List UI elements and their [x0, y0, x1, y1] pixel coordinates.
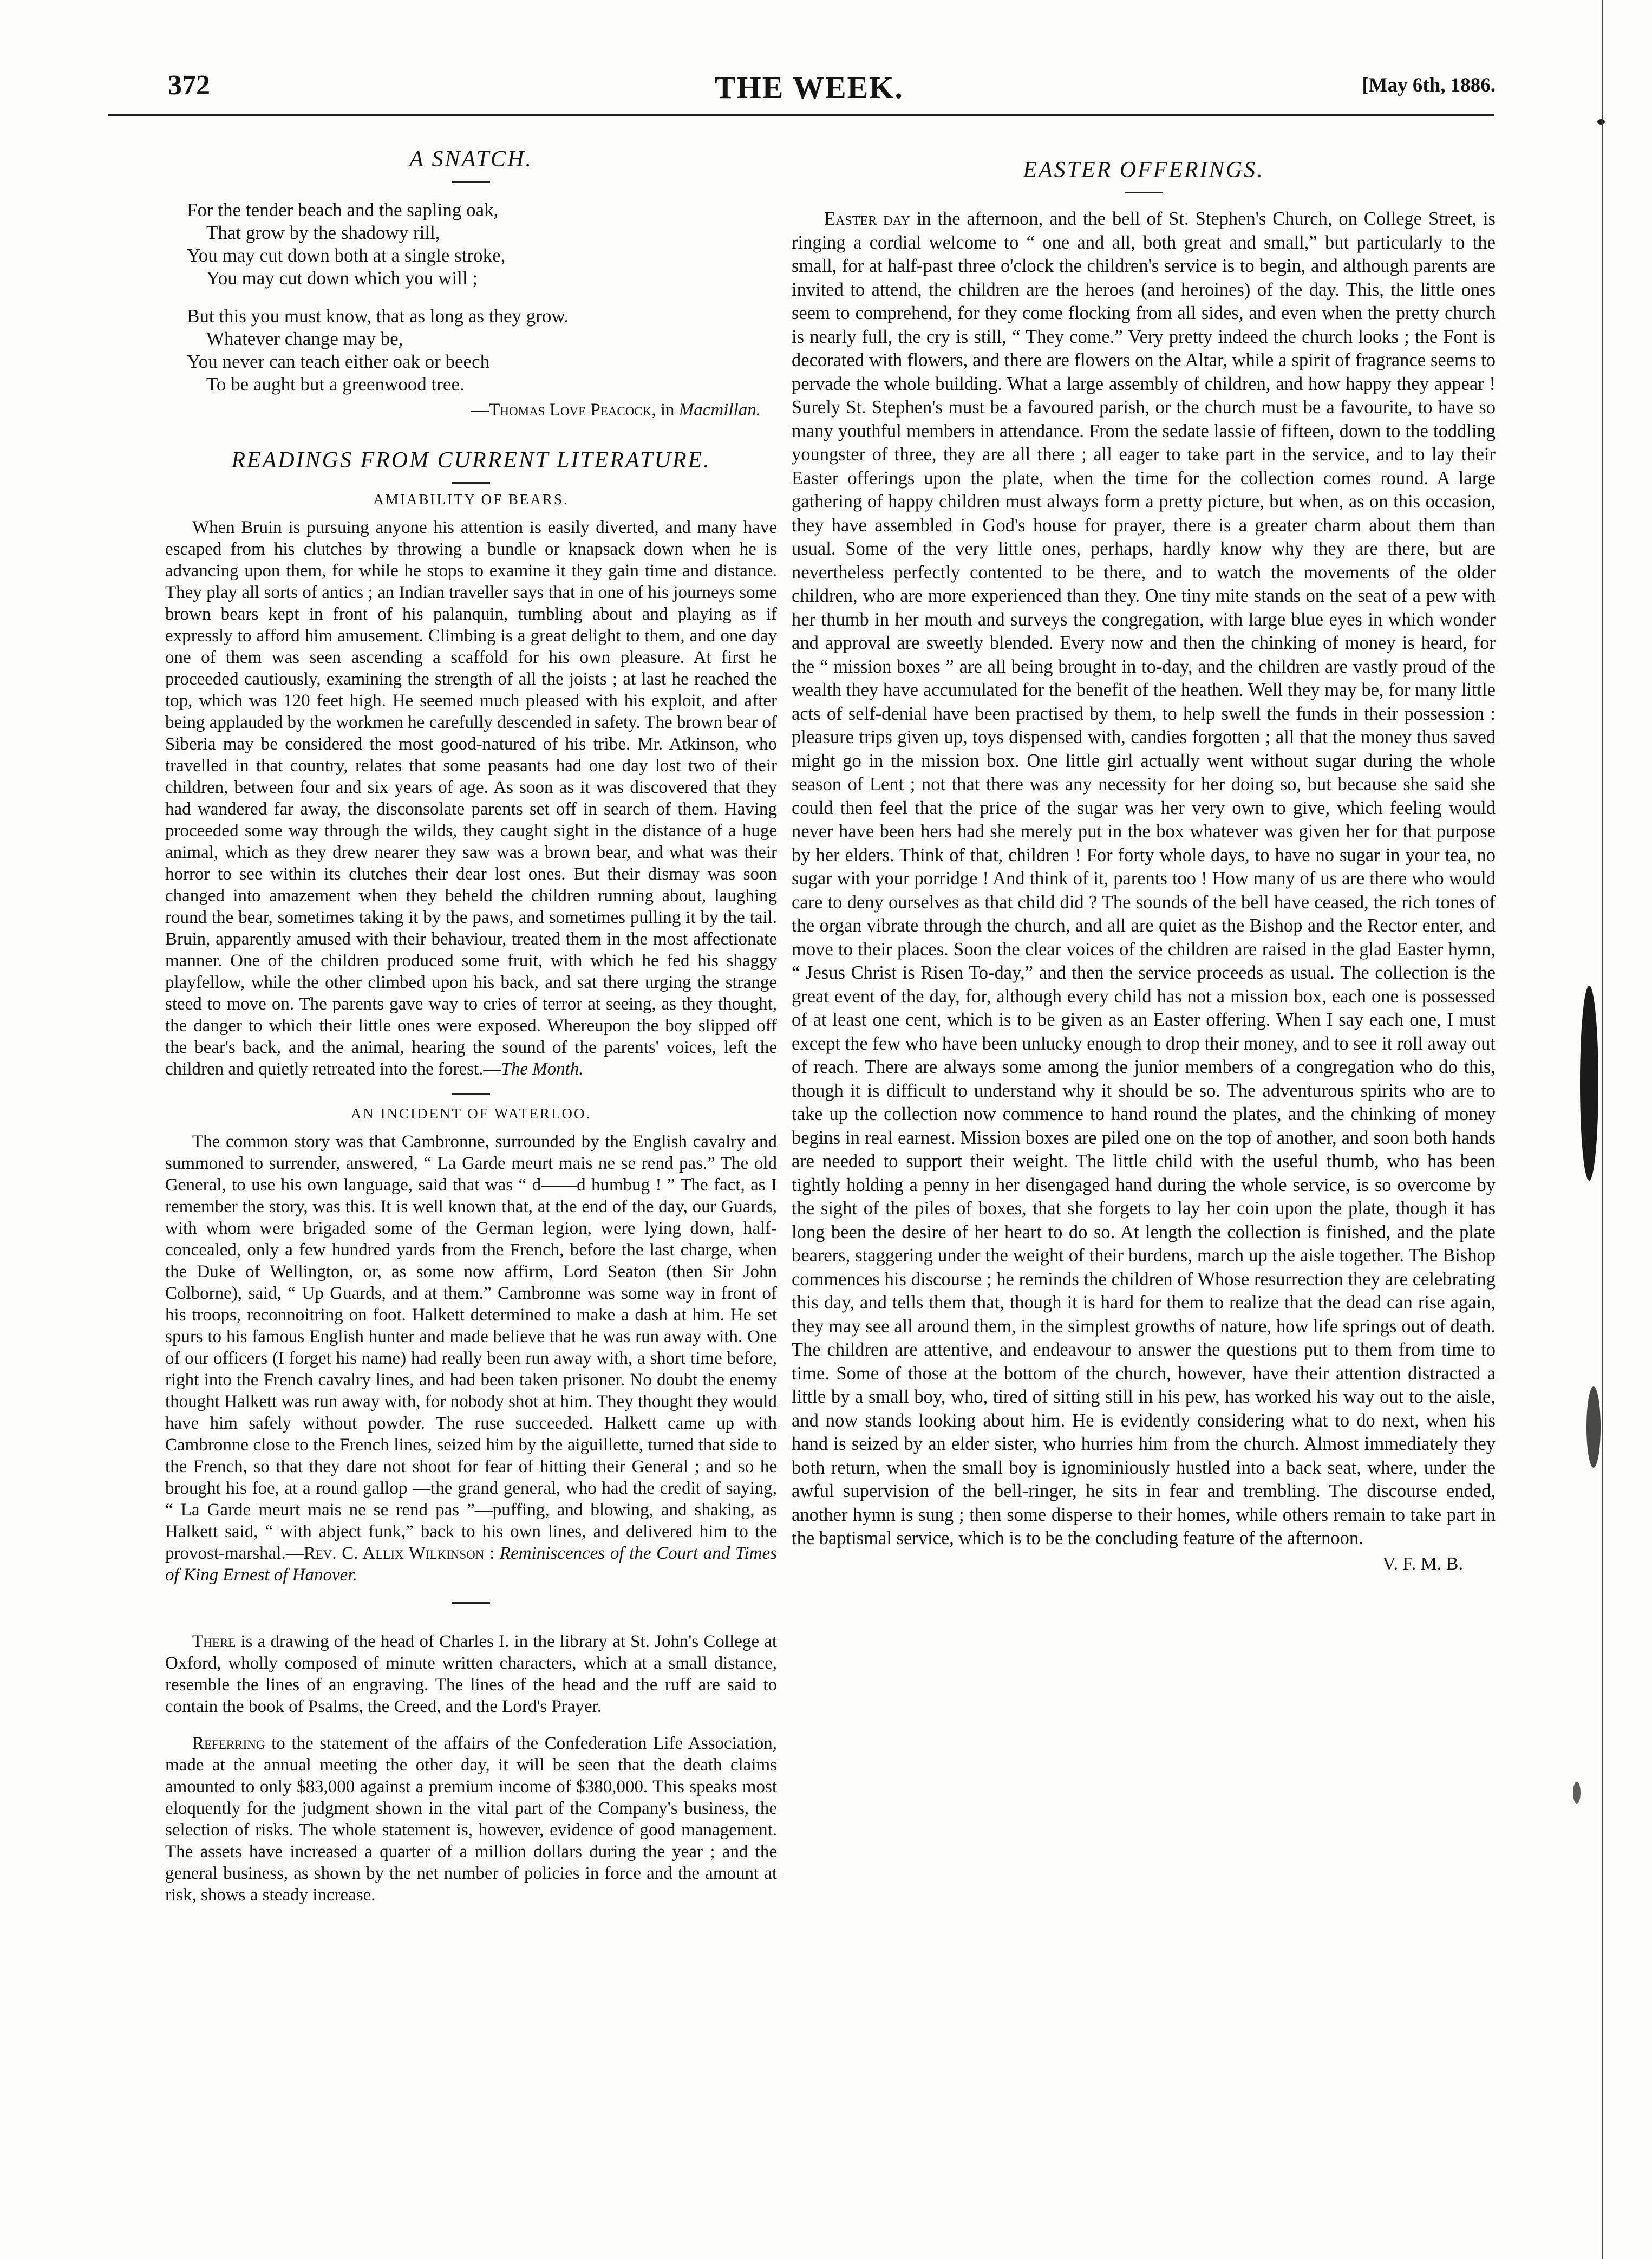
poem-stanza-1: [187, 199, 777, 290]
page-header: [108, 64, 1494, 107]
right-column: [792, 125, 1496, 1574]
left-column: [165, 125, 777, 1916]
waterloo-source: Reminiscences of the Court and Times of King Ernest of Hanover.: [165, 1544, 777, 1585]
issue-date: [May 6th, 1886.: [1362, 74, 1496, 96]
scan-edge-line: [1602, 0, 1603, 2259]
poem-line: You never can teach either oak or beech: [187, 351, 490, 372]
scan-blot: [1586, 1386, 1601, 1468]
easter-signature: V. F. M. B.: [1382, 1553, 1463, 1574]
readings-title-rule: [452, 482, 490, 484]
readings-title: READINGS FROM CURRENT LITERATURE.: [231, 448, 711, 473]
section-rule: [452, 1602, 490, 1604]
bears-source: The Month.: [501, 1059, 584, 1079]
poem-stanza-2: [187, 305, 777, 396]
waterloo-paragraph: The common story was that Cambronne, surrounded by the English cavalry and summoned to surrender, answered, “ La Garde meurt mais ne se rend pas.” The old General, to use his own language, said that was “ d——d humbug ! ” The fact, as I remember the story, was this. It is well known that, at the end of the day, our Guards, with whom were brigaded some of the German legion, were lying down, half-concealed, only a few hundred yards from the French, before the last charge, when the Duke of Wellington, or, as some now affirm, Lord Seaton (then Sir John Colborne), said, “ Up Guards, and at them.” Cambronne was some way in front of his troops, reconnoitring on foot. Halkett determined to make a dash at him. He set spurs to his famous English hunter and made believe that he was run away with. One of our officers (I forget his name) had really been run away with, a short time before, right into the French cavalry lines, and had been taken prisoner. No doubt the enemy thought Halkett was run away with, for nobody shot at him. They thought they would have him safely without powder. The ruse succeeded. Halkett came up with Cambronne close to the French lines, seized him by the aiguillette, turned that side to the French, so that they dare not shoot for fear of hitting their General ; and so he brought his foe, at a round gallop —the grand general, who had the credit of saying, “ La Garde meurt mais ne se rend pas ”—puffing, and blowing, and shaking, as Halkett said, “ with abject funk,” back to his own lines, and delivered him to the provost-marshal.—Rev. C. Allix Wilkinson : Reminiscences of the Court and Times of King Ernest of Hanover.: [165, 1132, 777, 1585]
section-rule: [452, 1093, 490, 1095]
poem-line: Whatever change may be,: [206, 328, 403, 349]
waterloo-subtitle: AN INCIDENT OF WATERLOO.: [350, 1105, 592, 1122]
scan-blot: [1573, 1782, 1581, 1804]
bears-paragraph: When Bruin is pursuing anyone his attention is easily diverted, and many have escaped from his clutches by throwing a bundle or knapsack down when he is advancing upon them, for while he stops to examine it they gain time and distance. They play all sorts of antics ; an Indian traveller says that in one of his journeys some brown bears kept in front of his palanquin, tumbling about and playing as if expressly to afford him amusement. Climbing is a great delight to them, and one day one of them was seen ascending a scaffold for his own pleasure. At first he proceeded cautiously, examining the strength of all the joists ; at last he reached the top, which was 120 feet high. He seemed much pleased with his exploit, and after being applauded by the workmen he carefully descended in safety. The brown bear of Siberia may be considered the most good-natured of his tribe. Mr. Atkinson, who travelled in that country, relates that some peasants had one day lost two of their children, between four and six years of age. As soon as it was discovered that they had wandered far away, the disconsolate parents set off in search of them. Having proceeded some way through the wilds, they caught sight in the distance of a huge animal, which as they drew nearer they saw was a brown bear, and what was their horror to see within its clutches their dear lost ones. But their dismay was soon changed into amazement when they beheld the children running about, laughing round the bear, sometimes taking it by the paws, and sometimes pulling it by the tail. Bruin, apparently amused with their behaviour, treated them in the most affectionate manner. One of the children produced some fruit, with which he fed his shaggy playfellow, while the other climbed upon his back, and sat there urging the strange steed to move on. The parents gave way to cries of terror at seeing, as they thought, the danger to which their little ones were exposed. Whereupon the boy slipped off the bear's back, and the animal, hearing the sound of the parents' voices, left the children and quietly retreated into the forest.—The Month.: [165, 518, 777, 1079]
confederation-note-paragraph: Referring to the statement of the affairs of the Confederation Life Association, made at the annual meeting the other day, it will be seen that the death claims amounted to only $83,000 against a premium income of $380,000. This speaks most eloquently for the judgment shown in the vital part of the Company's business, the selection of risks. The whole statement is, however, evidence of good management. The assets have increased a quarter of a million dollars during the year ; and the general business, as shown by the net number of policies in force and the amount at risk, shows a steady increase.: [165, 1734, 777, 1905]
poem-source: Macmillan.: [678, 400, 761, 420]
bears-subtitle: AMIABILITY OF BEARS.: [373, 491, 569, 507]
easter-title-rule: [1125, 192, 1163, 193]
easter-paragraph: Easter day in the afternoon, and the bell of St. Stephen's Church, on College Street, is ringing a cordial welcome to “ one and all, both great and small,” but particularly to the small, for at half-past three o'clock the children's service is to begin, and although parents are invited to attend, the children are the heroes (and heroines) of the day. This, the little ones seem to comprehend, for they come flocking from all sides, and even when the pretty church is nearly full, the cry is still, “ They come.” Very pretty indeed the church looks ; the Font is decorated with flowers, and there are flowers on the Altar, while a spirit of fragrance seems to pervade the whole building. What a large assembly of children, and how happy they appear ! Surely St. Stephen's must be a favoured parish, or the church must be a favourite, to have so many youthful members in attendance. From the sedate lassie of fifteen, down to the toddling youngster of three, they are all there ; all eager to take part in the service, and to lay their Easter offerings upon the plate, when the time for the collection comes round. A large gathering of happy children must always form a pretty picture, but when, as on this occasion, they have assembled in God's house for prayer, there is a greater charm about them than usual. Some of the very little ones, perhaps, hardly know why they are there, but are nevertheless perfectly contented to be there, and to watch the movements of the older children, who are more experienced than they. One tiny mite stands on the seat of a pew with her thumb in her mouth and surveys the congregation, with large blue eyes in which wonder and approval are sweetly blended. Every now and then the chinking of money is heard, for the “ mission boxes ” are all being brought in to-day, and the children are vastly proud of the wealth they have accumulated for the benefit of the heathen. Well they may be, for many little acts of self-denial have been practised by them, to help swell the funds in their possession : pleasure trips given up, toys dispensed with, candies forgotten ; all that the money thus saved might go in the mission box. One little girl actually went without sugar during the whole season of Lent ; not that there was any necessity for her doing so, but because she said she could then feel that the price of the sugar was her very own to give, which feeling would never have been hers had she merely put in the box whatever was given her for that purpose by her elders. Think of that, children ! For forty whole days, to have no sugar in your tea, no sugar with your porridge ! And think of it, parents too ! How many of us are there who would care to deny ourselves as that child did ? The sounds of the bell have ceased, the rich tones of the organ vibrate through the church, and all are quiet as the Bishop and the Rector enter, and move to their places. Soon the clear voices of the children are raised in the glad Easter hymn, “ Jesus Christ is Risen To-day,” and then the service proceeds as usual. The collection is the great event of the day, for, although every child has not a mission box, each one is possessed of at least one cent, which is to be given as an Easter offering. When I say each one, I must except the few who have been unlucky enough to drop their money, and to see it roll away out of reach. There are always some among the junior members of a congregation who do this, though it is difficult to understand why it should be so. The adventurous spirits who are to take up the collection now commence to hand round the plates, and the chinking of money begins in real earnest. Mission boxes are piled one on the top of another, and soon both hands are needed to support their weight. The little child with the useful thumb, who has been tightly holding a penny in her disengaged hand during the whole service, is so overcome by the sight of the piles of boxes, that she forgets to lay her coin upon the plate, though it has long been the desire of her heart to do so. At length the collection is finished, and the plate bearers, staggering under the weight of their burdens, march up the aisle together. The Bishop commences his discourse ; he reminds the children of Whose resurrection they are celebrating this day, and tells them that, though it is hard for them to realize that the dead can rise again, they may see all around them, in the simplest growths of nature, how life springs out of death. The children are attentive, and endeavour to answer the questions put to them from time to time. Some of those at the bottom of the church, however, have their attention distracted a little by a small boy, who, tired of sitting still in his pew, has worked his way out to the aisle, and now stands looking about him. He is evidently considering what to do next, when his hand is seized by an elder sister, who hurries him from the church. Almost immediately they both return, when the small boy is ignominiously hustled into a back seat, where, under the awful supervision of the bell-ringer, he sits in fear and trembling. The discourse ended, another hymn is sung ; then some disperse to their homes, while others remain to take part in the baptismal service, which is to be the concluding feature of the afternoon.: [792, 209, 1496, 1548]
journal-title: THE WEEK.: [715, 70, 904, 105]
poem-line: You may cut down which you will ;: [206, 268, 478, 289]
poem-author: Thomas Love Peacock: [489, 400, 652, 420]
poem-line: But this you must know, that as long as they grow.: [187, 305, 569, 327]
scan-blot: [1580, 986, 1598, 1181]
charles-note-paragraph: There is a drawing of the head of Charles I. in the library at St. John's College at Oxford, wholly composed of minute written characters, which at a small distance, resemble the lines of an engraving. The lines of the head and the ruff are said to contain the book of Psalms, the Creed, and the Lord's Prayer.: [165, 1632, 777, 1716]
scan-blot: [1597, 119, 1605, 125]
header-rule: [108, 114, 1494, 116]
poem-line: For the tender beach and the sapling oak,: [187, 199, 499, 220]
easter-title: EASTER OFFERINGS.: [1023, 158, 1264, 183]
poem-line: You may cut down both at a single stroke,: [187, 245, 506, 266]
waterloo-author: Rev. C. Allix Wilkinson: [303, 1544, 485, 1563]
poem-line: To be aught but a greenwood tree.: [206, 374, 465, 395]
poem-attribution: —Thomas Love Peacock, in Macmillan.: [471, 400, 761, 420]
poem-line: That grow by the shadowy rill,: [206, 222, 440, 243]
page-number: 372: [168, 70, 210, 101]
poem-title-rule: [452, 181, 490, 183]
poem-title: A SNATCH.: [409, 147, 533, 172]
